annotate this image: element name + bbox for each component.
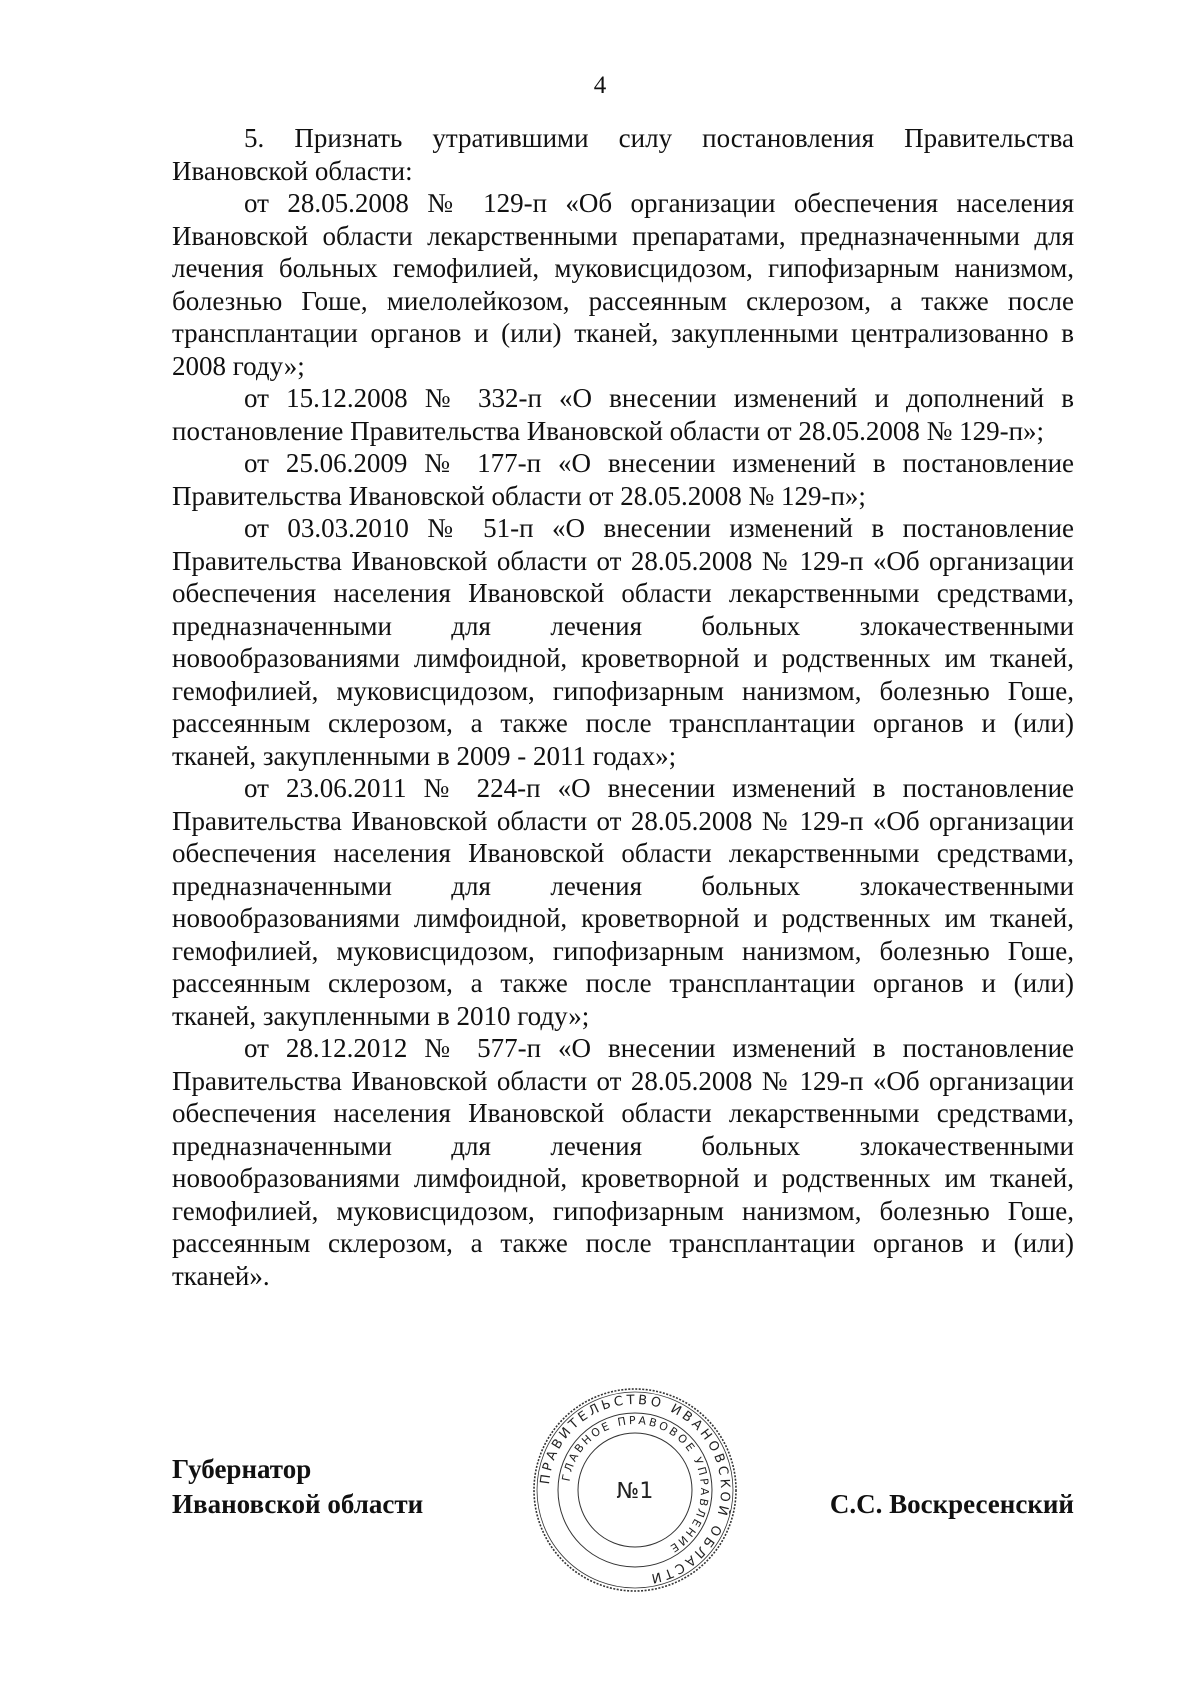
paragraph-resolution-332p: от 15.12.2008 № 332-п «О внесении изменений и дополнений в постановление Правительства Ивановской области от 28.05.2008 № 129-п»; [172,383,1074,446]
seal-outer-text: ПРАВИТЕЛЬСТВО ИВАНОВСКОЙ ОБЛАСТИ [538,1392,733,1587]
paragraph-resolution-129p: от 28.05.2008 № 129-п «Об организации обеспечения населения Ивановской области лекарственными препаратами, предназначенными для лечения больных гемофилией, муковисцидозом, гипофизарным нанизмом, болезнью Гоше, миелолейкозом, рассеянным склерозом, а также после трансплантации органов и (или) тканей, закупленными централизованно в 2008 году»; [172,188,1074,381]
signatory-title-line2: Ивановской области [172,1489,424,1519]
seal-number: №1 [616,1479,654,1504]
signatory-name: С.С. Воскресенский [829,1489,1074,1519]
signatory-title [172,1452,423,1522]
official-seal-stamp [530,1385,740,1595]
paragraph-resolution-577p: от 28.12.2012 № 577-п «О внесении изменений в постановление Правительства Ивановской области от 28.05.2008 № 129-п «Об организации обеспечения населения Ивановской области лекарственными средствами, предназначенными для лечения больных злокачественными новообразованиями лимфоидной, кроветворной и родственных им тканей, гемофилией, муковисцидозом, гипофизарным нанизмом, болезнью Гоше, рассеянным склерозом, а также после трансплантации органов и (или) тканей». [172,1033,1074,1291]
paragraph-resolution-51p: от 03.03.2010 № 51-п «О внесении изменений в постановление Правительства Ивановской области от 28.05.2008 № 129-п «Об организации обеспечения населения Ивановской области лекарственными средствами, предназначенными для лечения больных злокачественными новообразованиями лимфоидной, кроветворной и родственных им тканей, гемофилией, муковисцидозом, гипофизарным нанизмом, болезнью Гоше, рассеянным склерозом, а также после трансплантации органов и (или) тканей, закупленными в 2009 - 2011 годах»; [172,513,1074,771]
signatory-title-line1: Губернатор [172,1454,312,1484]
seal-inner-text: ГЛАВНОЕ ПРАВОВОЕ УПРАВЛЕНИЕ [559,1413,712,1556]
paragraph-clause-5: 5. Признать утратившими силу постановления Правительства Ивановской области: [172,123,1074,186]
page-number: 4 [593,72,607,99]
document-body [172,122,1074,1292]
paragraph-resolution-224p: от 23.06.2011 № 224-п «О внесении изменений в постановление Правительства Ивановской области от 28.05.2008 № 129-п «Об организации обеспечения населения Ивановской области лекарственными средствами, предназначенными для лечения больных злокачественными новообразованиями лимфоидной, кроветворной и родственных им тканей, гемофилией, муковисцидозом, гипофизарным нанизмом, болезнью Гоше, рассеянным склерозом, а также после трансплантации органов и (или) тканей, закупленными в 2010 году»; [172,773,1074,1031]
paragraph-resolution-177p: от 25.06.2009 № 177-п «О внесении изменений в постановление Правительства Ивановской области от 28.05.2008 № 129-п»; [172,448,1074,511]
